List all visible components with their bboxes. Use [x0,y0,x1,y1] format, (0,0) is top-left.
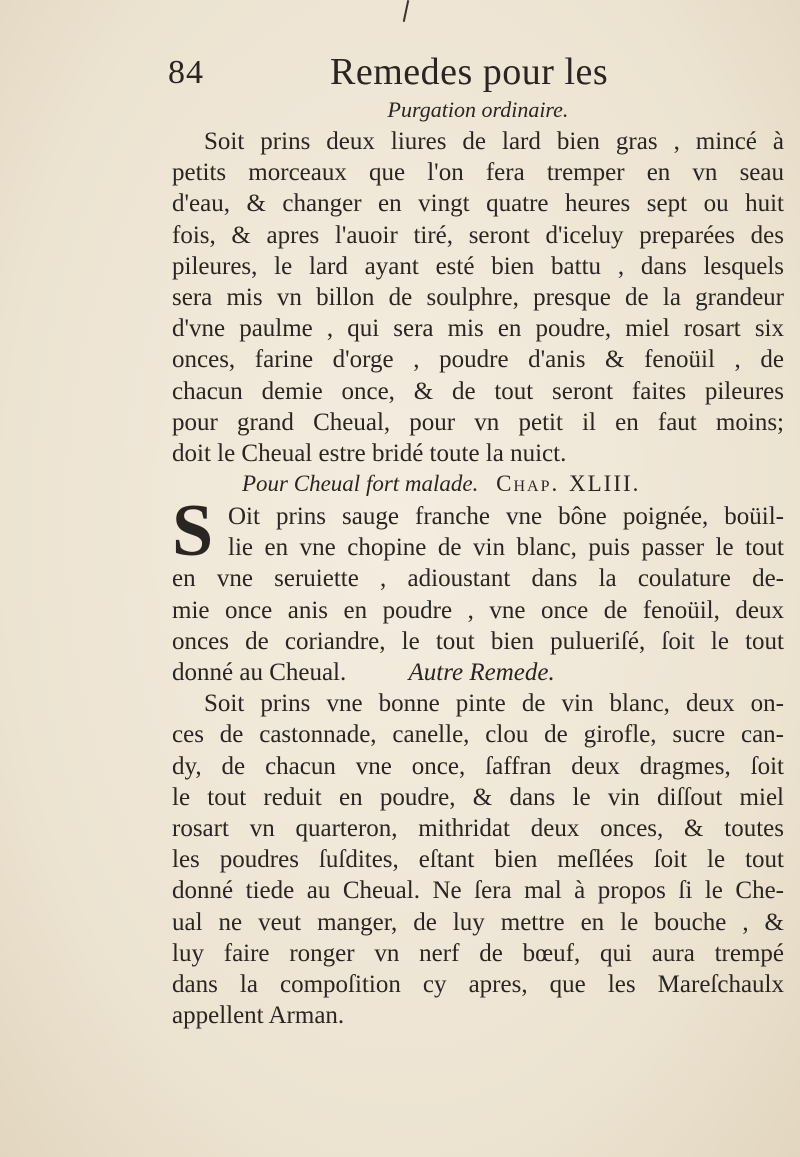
text-line: rosart vn quarteron, mithridat deux onces, & toutes [172,814,784,842]
drop-cap-initial: S [172,490,214,573]
text-line: lie en vne chopine de vin blanc, puis passer le tout [228,534,784,562]
text-line: sera mis vn billon de soulphre, presque de la grandeur [172,283,784,311]
chapter-label: Chap. [496,471,560,497]
text-line: Oit prins sauge franche vne bône poignée, boüil- [228,503,784,531]
running-title: Remedes pour les [330,51,609,93]
ink-mark [403,0,410,22]
chapter-heading [172,469,784,501]
text-line: chacun demie once, & de tout seront faites pileures [172,377,784,405]
text-line: onces de coriandre, le tout bien pulueriſé, ſoit le tout [172,627,784,655]
text-line: Soit prins deux liures de lard bien gras , mincé à [204,128,784,155]
text-line: pileures, le lard ayant esté bien battu , dans lesquels [172,252,784,280]
text-line: les poudres ſuſdites, eſtant bien meſlées ſoit le tout [172,846,784,874]
chapter-paragraph [172,490,784,688]
text-line: pour grand Cheual, pour vn petit il en faut moins; [172,408,784,436]
body-text [172,96,784,1031]
text-line: Soit prins vne bonne pinte de vin blanc, deux on- [204,690,784,718]
text-line: dy, de chacun vne once, ſaffran deux dragmes, ſoit [172,752,784,780]
text-line: en vne seruiette , adioustant dans la coulature de- [172,565,784,593]
page-header [0,48,800,98]
section-heading-autre-remede: Autre Remede. [408,659,555,686]
chapter-title: Pour Cheual fort malade. [242,471,479,497]
text-line: fois, & apres l'auoir tiré, seront d'iceluy preparées des [172,221,784,249]
chapter-number: XLIII. [569,471,641,497]
text-line: petits morceaux que l'on fera tremper en vn seau [172,159,784,187]
text-line: ual ne veut manger, de luy mettre en le bouche , & [172,908,784,936]
text-line: luy faire ronger vn nerf de bœuf, qui aura trempé [172,939,784,967]
text-line: d'eau, & changer en vingt quatre heures sept ou huit [172,190,784,218]
text-line: donné tiede au Cheual. Ne ſera mal à propos ſi le Che- [172,877,784,905]
section-heading-purgation: Purgation ordinaire. [387,97,569,122]
text-line: ces de castonnade, canelle, clou de girofle, sucre can- [172,721,784,749]
page-number: 84 [168,54,204,91]
text-line: d'vne paulme , qui sera mis en poudre, miel rosart six [172,315,784,343]
text-line: le tout reduit en poudre, & dans le vin diſſout miel [172,783,784,811]
text-line-with-heading [172,657,784,688]
text-line: dans la compoſition cy apres, que les Mareſchaulx [172,970,784,998]
text-line: onces, farine d'orge , poudre d'anis & fenoüil , de [172,346,784,374]
text-line: mie once anis en poudre , vne once de fenoüil, deux [172,596,784,624]
text-line: appellent Arman. [172,1002,345,1030]
text-line: doit le Cheual estre bridé toute la nuict. [172,439,567,467]
text-line-end: donné au Cheual. [172,659,347,686]
